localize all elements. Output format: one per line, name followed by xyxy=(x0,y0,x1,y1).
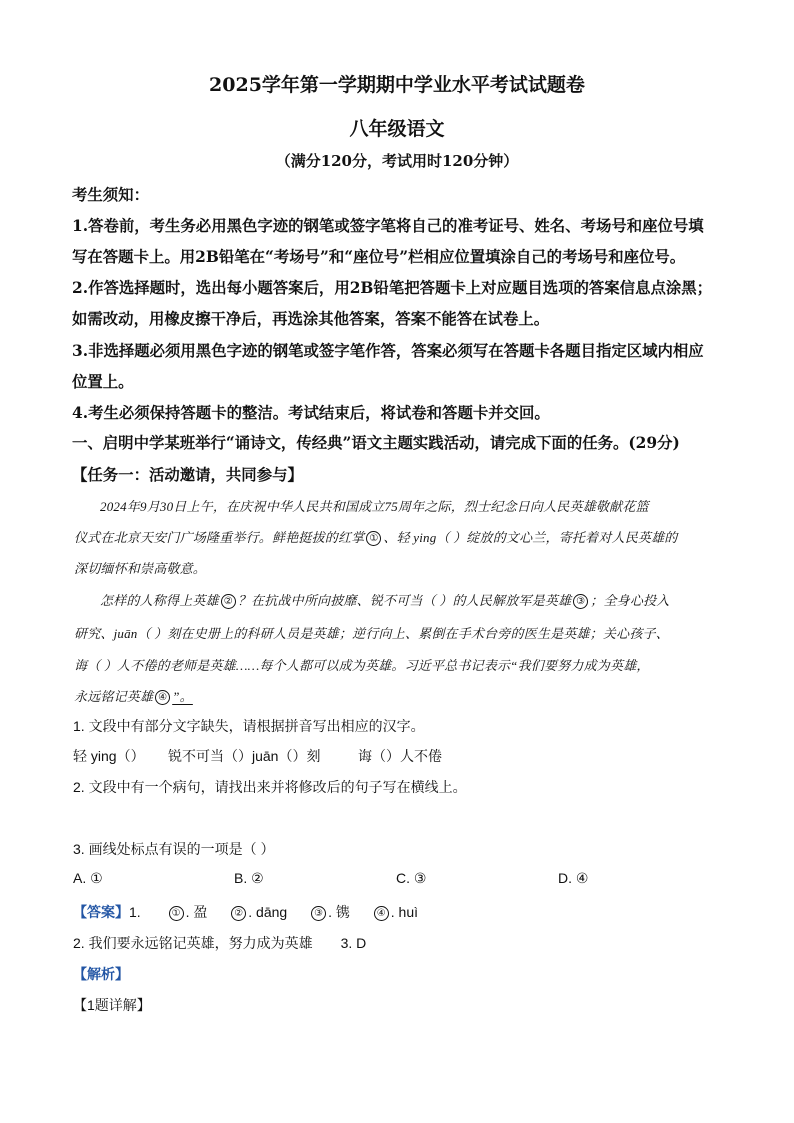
question-1-blank-a: 轻 ying（） xyxy=(73,748,145,764)
question-1-blank-c: 诲（）人不倦 xyxy=(358,748,442,764)
marker-1: ① xyxy=(366,531,381,546)
marker-2: ② xyxy=(221,594,236,609)
exam-meta: （满分120分，考试用时120分钟） xyxy=(275,152,519,170)
passage-line: 研究、juān（ ）刻在史册上的科研人员是英雄；逆行向上、累倒在手术台旁的医生是英雄；关心孩子、 xyxy=(74,626,669,641)
answer-marker-4: ④ xyxy=(374,906,389,921)
marked-punctuation-1 xyxy=(364,530,383,545)
notice-item-4: 4.考生必须保持答题卡的整洁。考试结束后，将试卷和答题卡并交回。 xyxy=(72,404,550,422)
section-1-heading: 一、启明中学某班举行“诵诗文，传经典”语文主题实践活动，请完成下面的任务。(29分) xyxy=(72,434,680,452)
question-2: 2. 文段中有一个病句，请找出来并将修改后的句子写在横线上。 xyxy=(73,779,467,795)
exam-subtitle: 八年级语文 xyxy=(349,118,445,140)
marked-punctuation-4: ④ ”。 xyxy=(153,689,193,704)
task-1-heading: 【任务一：活动邀请，共同参与】 xyxy=(72,466,303,484)
question-1-blank-b: 锐不可当（）juān（）刻 xyxy=(168,748,321,764)
notice-heading: 考生须知： xyxy=(72,186,149,204)
notice-item-1-line-1: 1.答卷前，考生务必用黑色字迹的钢笔或签字笔将自己的准考证号、姓名、考场号和座位号填 xyxy=(72,217,704,235)
marker-3: ③ xyxy=(573,594,588,609)
notice-item-3-line-1: 3.非选择题必须用黑色字迹的钢笔或签字笔作答，答案必须写在答题卡各题目指定区域内相应 xyxy=(72,342,704,360)
answer-marker-2: ② xyxy=(231,906,246,921)
passage-line: 怎样的人称得上英雄 ② ？在抗战中所向披靡、锐不可当（ ）的人民解放军是英雄 ③ ；全身心投入 xyxy=(100,593,670,608)
exam-title: 2025学年第一学期期中学业水平考试试题卷 xyxy=(209,74,585,96)
option-c: C. ③ xyxy=(396,870,427,886)
option-a: A. ① xyxy=(73,870,103,886)
analysis-label: 【解析】 xyxy=(73,966,129,982)
notice-item-3-line-2: 位置上。 xyxy=(72,373,134,391)
option-d: D. ④ xyxy=(558,870,589,886)
question-1: 1. 文段中有部分文字缺失，请根据拼音写出相应的汉字。 xyxy=(73,718,425,734)
notice-item-2-line-2: 如需改动，用橡皮擦干净后，再选涂其他答案，答案不能答在试卷上。 xyxy=(72,310,550,328)
answer-marker-1: ① xyxy=(169,906,184,921)
answer-line-2: 2. 我们要永远铭记英雄，努力成为英雄 3. D xyxy=(73,935,367,951)
detail-label: 【1题详解】 xyxy=(73,997,151,1013)
answer-label: 【答案】 xyxy=(73,904,129,920)
question-3: 3. 画线处标点有误的一项是（ ） xyxy=(73,841,275,857)
passage-line: 诲（ ）人不倦的老师是英雄……每个人都可以成为英雄。习近平总书记表示“我们要努力成为英雄， xyxy=(74,658,650,673)
answer-marker-3: ③ xyxy=(311,906,326,921)
answer-line-1: 【答案】1. ① . 盈 ② . dāng ③ . 镌 ④ . huì xyxy=(73,904,418,920)
marked-punctuation-3 xyxy=(571,593,590,608)
passage-line: 2024年9月30日上午，在庆祝中华人民共和国成立75周年之际，烈士纪念日向人民英雄敬献花篮 xyxy=(100,499,649,514)
passage-line: 永远铭记英雄 ④ ”。 xyxy=(74,689,193,704)
passage-line: 仪式在北京天安门广场隆重举行。鲜艳挺拔的红掌 ① 、轻 ying（ ）绽放的文心兰，寄托着对人民英雄的 xyxy=(74,530,678,545)
notice-item-1-line-2: 写在答题卡上。用2B铅笔在“考场号”和“座位号”栏相应位置填涂自己的考场号和座位号。 xyxy=(72,248,686,266)
option-b: B. ② xyxy=(234,870,264,886)
marker-4: ④ xyxy=(155,690,170,705)
notice-item-2-line-1: 2.作答选择题时，选出每小题答案后，用2B铅笔把答题卡上对应题目选项的答案信息点涂黑； xyxy=(72,279,713,297)
marked-punctuation-2 xyxy=(219,593,238,608)
passage-line: 深切缅怀和崇高敬意。 xyxy=(74,561,207,576)
